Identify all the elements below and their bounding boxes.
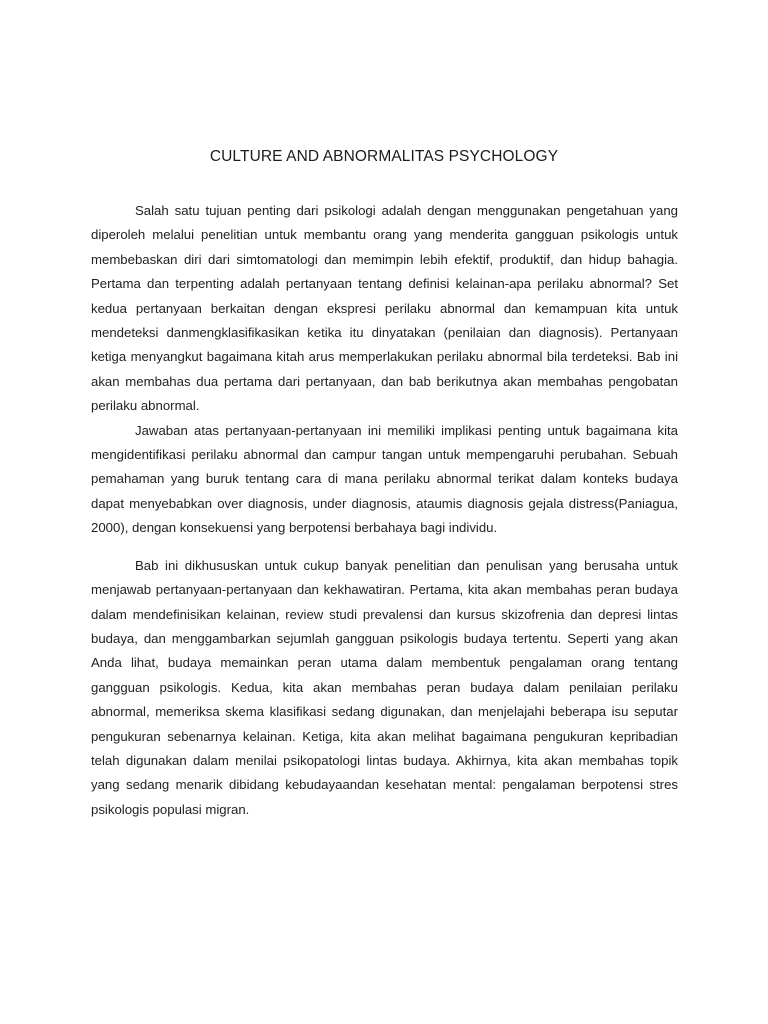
paragraph-1: Salah satu tujuan penting dari psikologi adalah dengan menggunakan pengetahuan yang diperoleh melalui penelitian untuk membantu orang yang menderita gangguan psikologis untuk membebaskan diri dari simtomatologi dan memimpin lebih efektif, produktif, dan hidup bahagia. Pertama dan terpenting adalah pertanyaan tentang definisi kelainan-apa perilaku abnormal? Set kedua pertanyaan berkaitan dengan ekspresi perilaku abnormal dan kemampuan kita untuk mendeteksi danmengklasifikasikan ketika itu dinyatakan (penilaian dan diagnosis). Pertanyaan ketiga menyangkut bagaimana kitah arus memperlakukan perilaku abnormal bila terdeteksi. Bab ini akan membahas dua pertama dari pertanyaan, dan bab berikutnya akan membahas pengobatan perilaku abnormal. xyxy=(91,203,678,414)
document-body xyxy=(91,199,678,822)
paragraph-2: Jawaban atas pertanyaan-pertanyaan ini memiliki implikasi penting untuk bagaimana kita mengidentifikasi perilaku abnormal dan campur tangan untuk mempengaruhi perubahan. Sebuah pemahaman yang buruk tentang cara di mana perilaku abnormal terikat dalam konteks budaya dapat menyebabkan over diagnosis, under diagnosis, ataumis diagnosis gejala distress(Paniagua, 2000), dengan konsekuensi yang berpotensi berbahaya bagi individu. xyxy=(91,422,678,536)
paragraph-3: Bab ini dikhususkan untuk cukup banyak penelitian dan penulisan yang berusaha untuk menjawab pertanyaan-pertanyaan dan kekhawatiran. Pertama, kita akan membahas peran budaya dalam mendefinisikan kelainan, review studi prevalensi dan kursus skizofrenia dan depresi lintas budaya, dan menggambarkan sejumlah gangguan psikologis budaya tertentu. Seperti yang akan Anda lihat, budaya memainkan peran utama dalam membentuk pengalaman orang tentang gangguan psikologis. Kedua, kita akan membahas peran budaya dalam penilaian perilaku abnormal, memeriksa skema klasifikasi sedang digunakan, dan menjelajahi beberapa isu seputar pengukuran sebenarnya kelainan. Ketiga, kita akan melihat bagaimana pengukuran kepribadian telah digunakan dalam menilai psikopatologi lintas budaya. Akhirnya, kita akan membahas topik yang sedang menarik dibidang kebudayaandan kesehatan mental: pengalaman berpotensi stres psikologis populasi migran. xyxy=(91,557,678,817)
document-title: CULTURE AND ABNORMALITAS PSYCHOLOGY xyxy=(209,148,559,165)
